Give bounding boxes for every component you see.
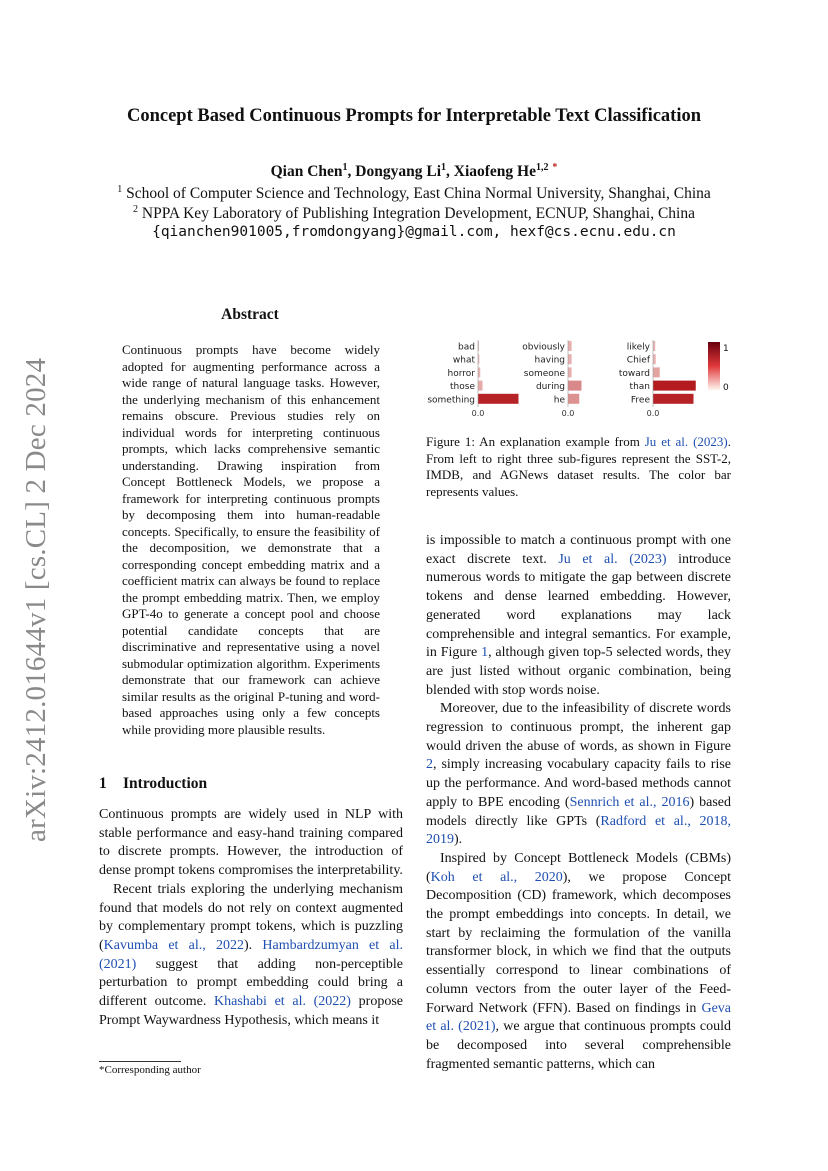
- author-affiliation-mark: 1,2: [536, 162, 549, 173]
- bar: [568, 394, 579, 404]
- bar: [478, 381, 483, 391]
- section-heading: [99, 775, 207, 793]
- bar: [568, 341, 572, 351]
- bar-label: those: [450, 382, 475, 393]
- section-number: 1: [99, 775, 107, 792]
- bar-label: toward: [618, 368, 650, 379]
- bar-label: Free: [630, 395, 650, 406]
- bar: [568, 354, 572, 364]
- bar: [653, 394, 694, 404]
- bar-label: than: [629, 382, 650, 393]
- affiliation-1: [0, 184, 828, 203]
- paragraph: Recent trials exploring the underlying mechanism found that models do not rely on context augmented by complementary prompt tokens, which is puzzling (Kavumba et al., 2022). Hambardzumyan et al. (2021) suggest that adding non-perceptible perturbation to prompt embedding could bring a different outcome. Khashabi et al. (2022) propose Prompt Waywardness Hypothesis, which means it: [99, 881, 403, 1028]
- paragraph: Moreover, due to the infeasibility of discrete words regression to continuous prompt, the inherent gap would driven the abuse of words, as shown in Figure 2, simply increasing vocabulary capacity fails to rise up the performance. And word-based methods cannot apply to BPE encoding (Sennrich et al., 2016) based models directly like GPTs (Radford et al., 2018, 2019).: [426, 701, 731, 848]
- author-affiliation-mark: 1: [441, 162, 447, 173]
- footnote: *Corresponding author: [99, 1064, 201, 1076]
- affiliation-mark: 1: [117, 184, 123, 195]
- bar: [653, 341, 655, 351]
- author-name: Dongyang Li: [355, 163, 442, 181]
- citation-link[interactable]: Geva et al. (2021): [426, 1000, 731, 1035]
- affiliation-text: School of Computer Science and Technology, East China Normal University, Shanghai, China: [126, 185, 711, 203]
- arxiv-stamp: arXiv:2412.01644v1 [cs.CL] 2 Dec 2024: [20, 357, 52, 842]
- bar-label: horror: [447, 368, 475, 379]
- bar: [653, 367, 660, 377]
- bar: [478, 367, 480, 377]
- right-column-body: [426, 532, 731, 1074]
- tick-label: 0.0: [646, 409, 660, 418]
- citation-link[interactable]: Hambardzumyan et al. (2021): [99, 937, 403, 972]
- colorbar: [708, 342, 720, 390]
- figure-1-chart: [427, 338, 740, 422]
- author-name: Qian Chen: [270, 163, 343, 181]
- affiliation-mark: 2: [133, 204, 139, 215]
- bar: [653, 354, 656, 364]
- bar-label: during: [535, 382, 565, 393]
- paper-title: Concept Based Continuous Prompts for Interpretable Text Classification: [126, 106, 702, 126]
- bar-label: something: [427, 395, 475, 406]
- citation-link[interactable]: Koh et al., 2020: [430, 869, 563, 885]
- citation-link[interactable]: Kavumba et al., 2022: [103, 937, 245, 953]
- figure-ref-link[interactable]: 2: [426, 757, 433, 773]
- citation-link[interactable]: Ju et al. (2023): [644, 434, 728, 449]
- affiliation-2: [0, 204, 828, 223]
- bar-label: having: [534, 355, 565, 366]
- citation-link[interactable]: Khashabi et al. (2022): [214, 994, 351, 1010]
- left-column-body: [99, 806, 403, 1030]
- bar: [478, 394, 519, 404]
- colorbar-tick-label: 0: [723, 383, 729, 393]
- bar-label: someone: [523, 368, 565, 379]
- author-emails: {qianchen901005,fromdongyang}@gmail.com, hexf@cs.ecnu.edu.cn: [152, 224, 676, 240]
- bar: [568, 367, 572, 377]
- paragraph: is impossible to match a continuous prompt with one exact discrete text. Ju et al. (2023) introduce numerous words to mitigate the gap between discrete tokens and dense learned embedding. However, generated word explanations may lack comprehensible and integral semantics. For example, in Figure 1, although given top-5 selected words, they are just listed without organic combination, being blended with stop words noise.: [426, 533, 731, 698]
- abstract-heading: Abstract: [221, 306, 279, 323]
- corresponding-author-mark[interactable]: *: [552, 162, 558, 173]
- bar-label: what: [452, 355, 475, 366]
- affiliation-text: NPPA Key Laboratory of Publishing Integration Development, ECNUP, Shanghai, China: [141, 205, 695, 223]
- tick-label: 0.0: [561, 409, 575, 418]
- paragraph: Continuous prompts are widely used in NLP with stable performance and easy-hand training compared to discrete prompts. However, the introduction of dense prompt tokens compromises the interpretability.: [99, 807, 403, 879]
- bar-label: he: [553, 395, 565, 406]
- tick-label: 0.0: [471, 409, 485, 418]
- bar: [568, 381, 582, 391]
- bar-label: obviously: [522, 342, 565, 353]
- citation-link[interactable]: Sennrich et al., 2016: [569, 794, 690, 810]
- paragraph: Inspired by Concept Bottleneck Models (CBMs) (Koh et al., 2020), we propose Concept Decomposition (CD) framework, which decomposes the prompt embeddings into concepts. In detail, we start by reclaiming the formulation of the vanilla transformer block, in which we find that the outputs essentially correspond to linear combinations of column vectors from the outer layer of the Feed-Forward Network (FFN). Based on findings in Geva et al. (2021), we argue that continuous prompts could be decomposed into several comprehensible fragmented semantic patterns, which can: [426, 850, 731, 1072]
- bar-label: Chief: [626, 355, 650, 366]
- citation-link[interactable]: Ju et al. (2023): [558, 551, 667, 567]
- figure-ref-link[interactable]: 1: [481, 645, 489, 661]
- author-list: Qian Chen$^1$, Dongyang Li$^1$, Xiaofeng He$^{1,2}$ *: [270, 162, 558, 181]
- author-affiliation-mark: 1: [342, 162, 348, 173]
- colorbar-tick-label: 1: [723, 344, 729, 354]
- bar-label: bad: [458, 342, 475, 353]
- author-name: Xiaofeng He: [453, 163, 536, 181]
- footnote-rule: [99, 1061, 181, 1062]
- bar-label: likely: [626, 342, 650, 353]
- bar: [653, 381, 696, 391]
- citation-link[interactable]: Radford et al., 2018, 2019: [426, 813, 731, 848]
- abstract-text: Continuous prompts have become widely adopted for augmenting performance across a wide range of natural language tasks. However, the underlying mechanism of this enhancement remains obscure. Previous studies rely on individual words for interpreting continuous prompts, which lacks comprehensive semantic understanding. Drawing inspiration from Concept Bottleneck Models, we propose a framework for interpreting continuous prompts by decomposing them into human-readable concepts. Specifically, to ensure the feasibility of the decomposition, we demonstrate that a corresponding concept embedding matrix and a coefficient matrix can always be found to replace the prompt embedding matrix. Then, we employ GPT-4o to generate a concept pool and choose potential candidate concepts that are discriminative and representative using a novel submodular optimization algorithm. Experiments demonstrate that our framework can achieve similar results as the original P-tuning and word-based approaches using only a few concepts while providing more plausible results.: [122, 342, 380, 737]
- figure-caption: Figure 1: An explanation example from Ju et al. (2023). From left to right three sub-figures represent the SST-2, IMDB, and AGNews dataset results. The color bar represents values.: [426, 434, 731, 499]
- section-title: Introduction: [123, 775, 208, 792]
